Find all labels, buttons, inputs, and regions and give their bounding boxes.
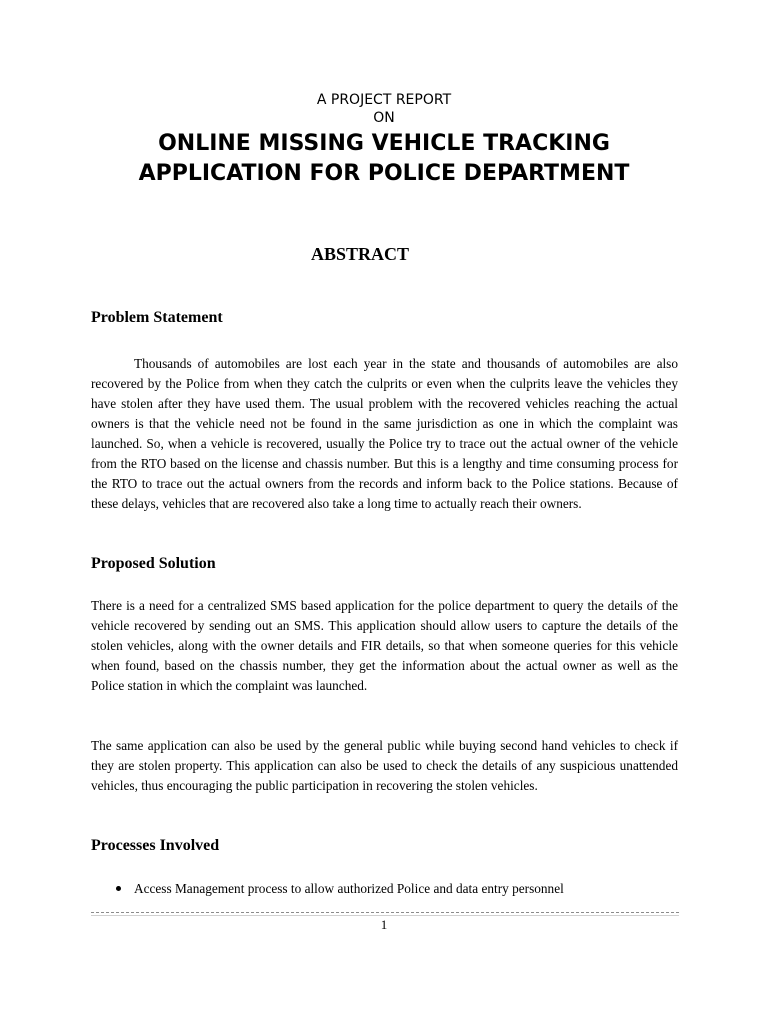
problem-statement-heading: Problem Statement: [91, 309, 223, 326]
proposed-solution-text-2: The same application can also be used by the general public while buying second hand vehicles to check if they are stolen property. This application can also be used to check the details of any suspicious unattended vehicles, thus encouraging the public participation in recovering the stolen vehicles.: [91, 738, 678, 793]
proposed-solution-heading: Proposed Solution: [91, 555, 216, 572]
page-number: 1: [380, 917, 388, 932]
report-title-line1: ONLINE MISSING VEHICLE TRACKING: [158, 131, 610, 156]
proposed-solution-text-1: There is a need for a centralized SMS based application for the police department to query the details of the vehicle recovered by sending out an SMS. This application should allow users to capture the details of the stolen vehicles, along with the owner details and FIR details, so that when someone queries for this vehicle when found, based on the chassis number, they get the information about the actual owner as well as the Police station in which the complaint was launched.: [91, 598, 678, 693]
bullet-icon: [116, 886, 121, 891]
footer-divider-secondary: [91, 915, 679, 916]
report-title-line2: APPLICATION FOR POLICE DEPARTMENT: [138, 161, 630, 186]
list-item-text: Access Management process to allow authorized Police and data entry personnel: [134, 881, 564, 896]
report-kicker: A PROJECT REPORT: [316, 92, 452, 108]
problem-statement-text: Thousands of automobiles are lost each year in the state and thousands of automobiles are also recovered by the Police from when they catch the culprits or even when the culprits leave the vehicles they have stolen after they have used them. The usual problem with the recovered vehicles reaching the actual owners is that the vehicle need not be found in the same jurisdiction as one in which the complaint was launched. So, when a vehicle is recovered, usually the Police try to trace out the actual owner of the vehicle from the RTO based on the license and chassis number. But this is a lengthy and time consuming process for the RTO to trace out the actual owners from the records and inform back to the Police stations. Because of these delays, vehicles that are recovered also take a long time to actually reach their owners.: [91, 356, 678, 511]
list-item: [116, 879, 676, 899]
processes-involved-heading: Processes Involved: [91, 837, 220, 854]
footer-divider: [91, 912, 679, 913]
report-kicker-on: ON: [373, 110, 395, 126]
abstract-heading: ABSTRACT: [310, 244, 410, 264]
